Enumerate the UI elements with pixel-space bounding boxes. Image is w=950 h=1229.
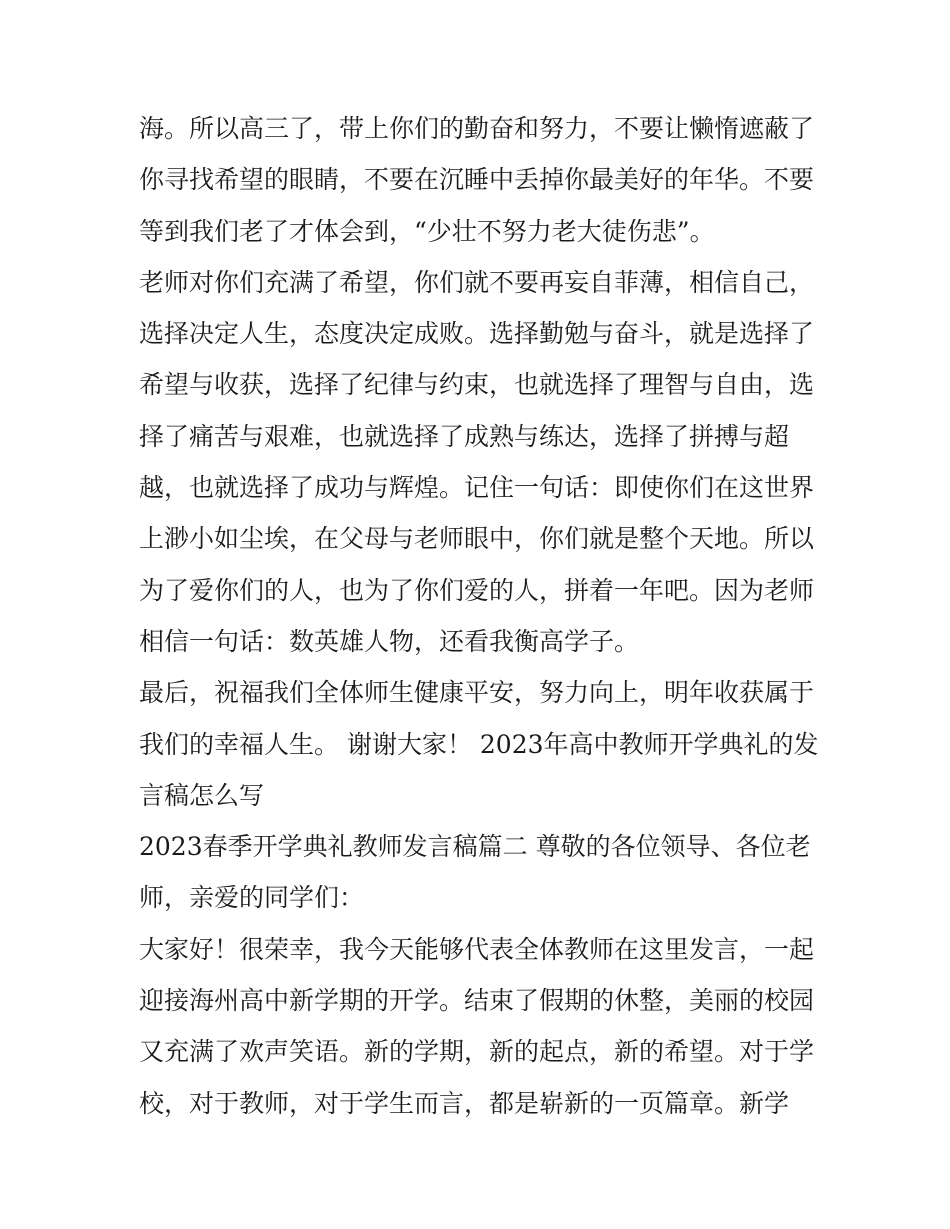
text-line: 迎接海州高中新学期的开学。结束了假期的休整，美丽的校园 bbox=[139, 986, 815, 1016]
text-line: 言稿怎么写 bbox=[139, 780, 265, 810]
text-line: 老师对你们充满了希望，你们就不要再妄自菲薄，相信自己， bbox=[139, 267, 815, 297]
text-line: 又充满了欢声笑语。新的学期，新的起点，新的希望。对于学 bbox=[139, 1037, 815, 1067]
text-line: 择了痛苦与艰难，也就选择了成熟与练达，选择了拼搏与超 bbox=[139, 421, 790, 451]
text-line: 越，也就选择了成功与辉煌。记住一句话：即使你们在这世界 bbox=[139, 473, 815, 503]
text-line: 选择决定人生，态度决定成败。选择勤勉与奋斗，就是选择了 bbox=[139, 319, 815, 349]
text-line: 2023春季开学典礼教师发言稿篇二 尊敬的各位领导、各位老 bbox=[139, 832, 811, 862]
text-line: 大家好！很荣幸，我今天能够代表全体教师在这里发言，一起 bbox=[139, 934, 815, 964]
text-line: 你寻找希望的眼睛，不要在沉睡中丢掉你最美好的年华。不要 bbox=[139, 165, 815, 195]
text-line: 为了爱你们的人，也为了你们爱的人，拼着一年吧。因为老师 bbox=[139, 575, 815, 605]
text-line: 希望与收获，选择了纪律与约束，也就选择了理智与自由，选 bbox=[139, 370, 815, 400]
text-line: 校，对于教师，对于学生而言，都是崭新的一页篇章。新学 bbox=[139, 1088, 790, 1118]
text-line: 海。所以高三了，带上你们的勤奋和努力，不要让懒惰遮蔽了 bbox=[139, 114, 815, 143]
document-body bbox=[139, 103, 819, 1129]
text-line: 最后，祝福我们全体师生健康平安，努力向上，明年收获属于 bbox=[139, 678, 815, 708]
text-line: 师，亲爱的同学们： bbox=[139, 883, 365, 913]
text-line: 等到我们老了才体会到，“少壮不努力老大徒伤悲”。 bbox=[139, 216, 715, 246]
text-line: 我们的幸福人生。 谢谢大家！ 2023年高中教师开学典礼的发 bbox=[139, 729, 819, 759]
text-line: 相信一句话：数英雄人物，还看我衡高学子。 bbox=[139, 626, 640, 656]
text-line: 上渺小如尘埃，在父母与老师眼中，你们就是整个天地。所以 bbox=[139, 524, 815, 554]
